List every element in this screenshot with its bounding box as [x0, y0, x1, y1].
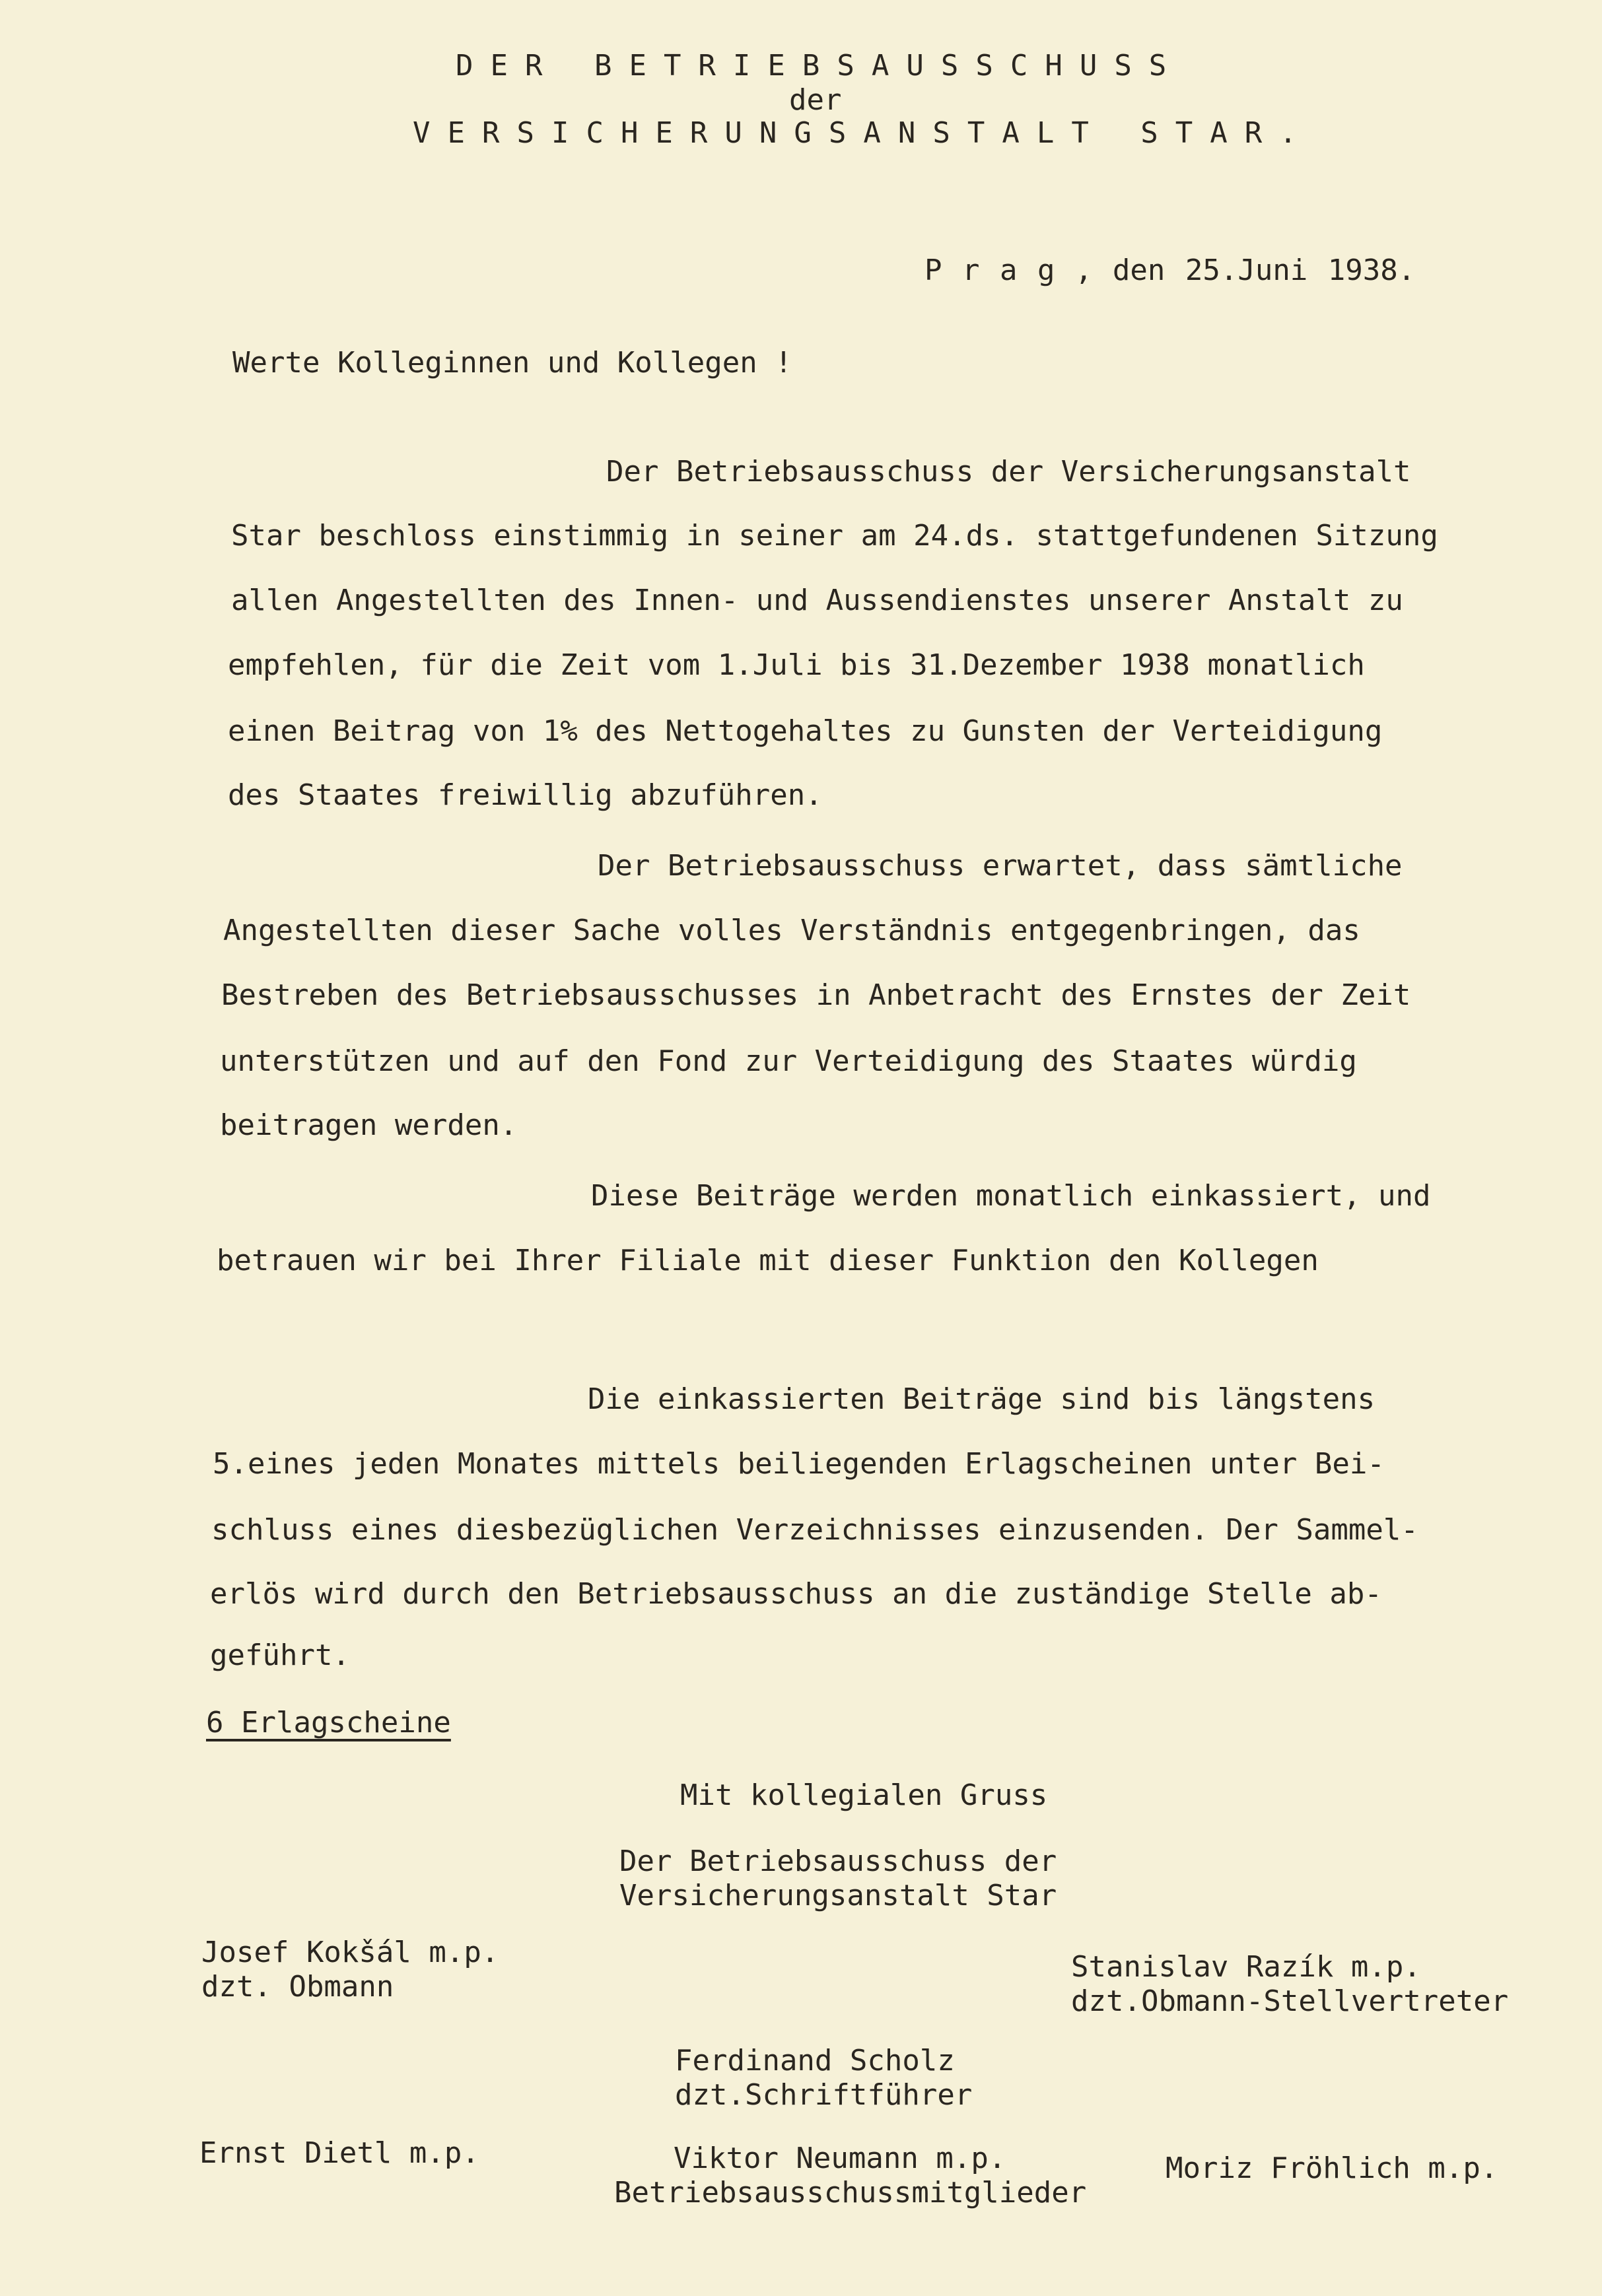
p1-line-3: allen Angestellten des Innen- und Aussendienstes unserer Anstalt zu	[231, 584, 1403, 617]
closing-greeting: Mit kollegialen Gruss	[680, 1778, 1048, 1812]
p4-line-3: schluss eines diesbezüglichen Verzeichnisses einzusenden. Der Sammel-	[211, 1513, 1418, 1547]
signature-name-scholz: Ferdinand Scholz	[675, 2044, 955, 2077]
signature-role-razik: dzt.Obmann-Stellvertreter	[1071, 1984, 1509, 2018]
p1-line-1: Der Betriebsausschuss der Versicherungsanstalt	[606, 455, 1411, 489]
p4-line-5: geführt.	[210, 1638, 350, 1672]
p3-line-1: Diese Beiträge werden monatlich einkassiert, und	[591, 1179, 1431, 1213]
p1-line-2: Star beschloss einstimmig in seiner am 24.ds. stattgefundenen Sitzung	[231, 519, 1438, 553]
p4-line-2: 5.eines jeden Monates mittels beiliegenden Erlagscheinen unter Bei-	[213, 1447, 1385, 1481]
date-line: P r a g , den 25.Juni 1938.	[924, 253, 1416, 287]
p2-line-1: Der Betriebsausschuss erwartet, dass sämtliche	[598, 849, 1403, 883]
signature-name-neumann: Viktor Neumann m.p.	[674, 2142, 1006, 2175]
signature-name-dietl: Ernst Dietl m.p.	[199, 2136, 479, 2170]
header-line-3: VERSICHERUNGSANSTALT STAR.	[413, 116, 1314, 150]
p2-line-2: Angestellten dieser Sache volles Verständnis entgegenbringen, das	[223, 914, 1360, 947]
signature-role-scholz: dzt.Schriftführer	[675, 2078, 973, 2112]
p1-line-6: des Staates freiwillig abzuführen.	[228, 778, 823, 812]
p1-line-5: einen Beitrag von 1% des Nettogehaltes zu Gunsten der Verteidigung	[228, 714, 1383, 748]
signature-role-members: Betriebsausschussmitglieder	[614, 2176, 1087, 2210]
header-line-2: der	[789, 83, 842, 117]
p2-line-4: unterstützen und auf den Fond zur Verteidigung des Staates würdig	[220, 1044, 1357, 1078]
header-line-1: DER BETRIEBSAUSSCHUSS	[456, 49, 1184, 83]
p1-line-4: empfehlen, für die Zeit vom 1.Juli bis 31.Dezember 1938 monatlich	[228, 648, 1365, 682]
p4-line-1: Die einkassierten Beiträge sind bis längstens	[588, 1382, 1376, 1416]
p4-line-4: erlös wird durch den Betriebsausschuss an die zuständige Stelle ab-	[210, 1577, 1382, 1611]
signature-name-razik: Stanislav Razík m.p.	[1071, 1950, 1421, 1984]
committee-line-1: Der Betriebsausschuss der	[619, 1844, 1057, 1878]
p2-line-5: beitragen werden.	[220, 1108, 518, 1142]
signature-role-koksal: dzt. Obmann	[201, 1970, 394, 2004]
enclosure-note: 6 Erlagscheine	[206, 1706, 451, 1739]
salutation: Werte Kolleginnen und Kollegen !	[232, 346, 792, 380]
committee-line-2: Versicherungsanstalt Star	[619, 1879, 1057, 1912]
p2-line-3: Bestreben des Betriebsausschusses in Anbetracht des Ernstes der Zeit	[221, 978, 1411, 1012]
p3-line-2: betrauen wir bei Ihrer Filiale mit dieser Funktion den Kollegen	[217, 1244, 1319, 1277]
signature-name-frohlich: Moriz Fröhlich m.p.	[1166, 2151, 1498, 2185]
signature-name-koksal: Josef Kokšál m.p.	[201, 1936, 499, 1969]
